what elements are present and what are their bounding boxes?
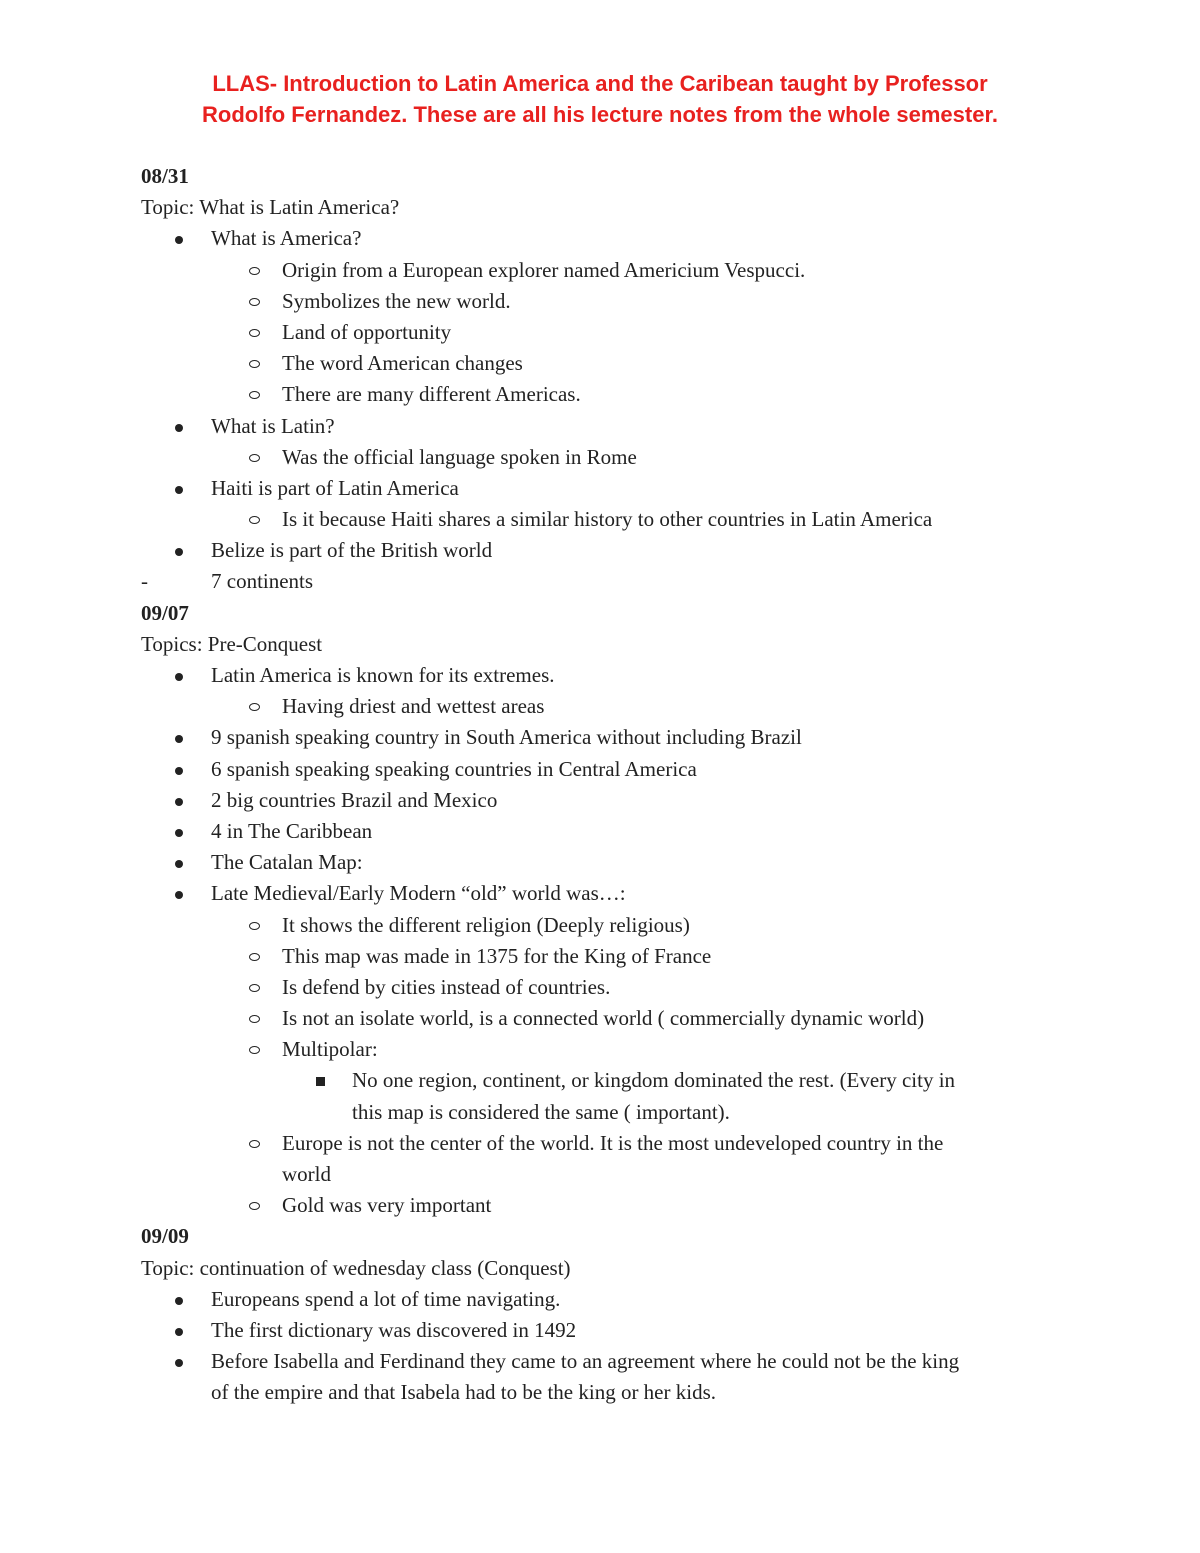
circle-bullet-icon (249, 360, 260, 368)
circle-bullet-icon (249, 267, 260, 275)
session-date: 09/09 (141, 1224, 189, 1249)
list-item-continuation: this map is considered the same ( important). (352, 1099, 730, 1124)
list-item: 4 in The Caribbean (141, 816, 1081, 847)
session-topic: Topics: Pre-Conquest (141, 631, 323, 656)
circle-bullet-icon (249, 329, 260, 337)
bullet-icon (175, 486, 183, 494)
dash-marker: - (141, 569, 148, 594)
bullet-icon (175, 1297, 183, 1305)
list-item: Multipolar: (141, 1034, 1081, 1065)
list-item: What is America? (141, 223, 1081, 254)
session-topic: Topic: continuation of wednesday class (Conquest) (141, 1255, 571, 1280)
list-item: No one region, continent, or kingdom dominated the rest. (Every city in (141, 1065, 1081, 1096)
bullet-icon (175, 236, 183, 244)
list-item: It shows the different religion (Deeply religious) (141, 910, 1081, 941)
list-item: Is not an isolate world, is a connected world ( commercially dynamic world) (141, 1003, 1081, 1034)
list-item: There are many different Americas. (141, 379, 1081, 410)
session-date: 08/31 (141, 164, 189, 188)
circle-bullet-icon (249, 1140, 260, 1148)
square-bullet-icon (316, 1077, 325, 1086)
session-date: 09/07 (141, 600, 189, 625)
list-item: The first dictionary was discovered in 1492 (141, 1315, 1081, 1346)
circle-bullet-icon (249, 516, 260, 524)
circle-bullet-icon (249, 391, 260, 399)
list-item: Gold was very important (141, 1190, 1081, 1221)
bullet-icon (175, 1328, 183, 1336)
list-item: 9 spanish speaking country in South America without including Brazil (141, 722, 1081, 753)
list-item: Is defend by cities instead of countries. (141, 972, 1081, 1003)
list-item: This map was made in 1375 for the King of France (141, 941, 1081, 972)
circle-bullet-icon (249, 984, 260, 992)
list-item: Europe is not the center of the world. It is the most undeveloped country in the (141, 1128, 1081, 1159)
list-item: Is it because Haiti shares a similar history to other countries in Latin America (141, 504, 1081, 535)
title-line-2: Rodolfo Fernandez. These are all his lecture notes from the whole semester. (202, 102, 998, 127)
list-item-continuation: world (282, 1162, 331, 1186)
circle-bullet-icon (249, 1046, 260, 1054)
list-item: The Catalan Map: (141, 847, 1081, 878)
bullet-icon (175, 673, 183, 681)
list-item: Haiti is part of Latin America (141, 473, 1081, 504)
list-item: Before Isabella and Ferdinand they came to an agreement where he could not be the king (141, 1346, 1081, 1377)
list-item: 2 big countries Brazil and Mexico (141, 785, 1081, 816)
list-item: Symbolizes the new world. (141, 286, 1081, 317)
bullet-icon (175, 735, 183, 743)
list-item: Europeans spend a lot of time navigating. (141, 1284, 1081, 1315)
list-item: Origin from a European explorer named Americium Vespucci. (141, 255, 1081, 286)
list-item: Late Medieval/Early Modern “old” world was…: (141, 878, 1081, 909)
circle-bullet-icon (249, 922, 260, 930)
bullet-icon (175, 1359, 183, 1367)
document-title (100, 68, 1100, 130)
session-topic: Topic: What is Latin America? (141, 195, 400, 220)
list-item: Land of opportunity (141, 317, 1081, 348)
list-item: The word American changes (141, 348, 1081, 379)
list-item: Belize is part of the British world (141, 535, 1081, 566)
circle-bullet-icon (249, 953, 260, 961)
circle-bullet-icon (249, 454, 260, 462)
list-item: What is Latin? (141, 411, 1081, 442)
bullet-icon (175, 860, 183, 868)
title-line-1: LLAS- Introduction to Latin America and the Caribean taught by Professor (212, 71, 988, 96)
bullet-icon (175, 798, 183, 806)
list-item: Was the official language spoken in Rome (141, 442, 1081, 473)
bullet-icon (175, 891, 183, 899)
circle-bullet-icon (249, 1202, 260, 1210)
circle-bullet-icon (249, 703, 260, 711)
bullet-icon (175, 829, 183, 837)
list-item-continuation: of the empire and that Isabela had to be the king or her kids. (211, 1380, 717, 1405)
circle-bullet-icon (249, 298, 260, 306)
lecture-notes (141, 161, 1081, 1409)
bullet-icon (175, 767, 183, 775)
bullet-icon (175, 424, 183, 432)
list-item: 6 spanish speaking speaking countries in Central America (141, 754, 1081, 785)
list-item: - 7 continents (141, 566, 1081, 597)
list-item: Latin America is known for its extremes. (141, 660, 1081, 691)
bullet-icon (175, 548, 183, 556)
list-item: Having driest and wettest areas (141, 691, 1081, 722)
circle-bullet-icon (249, 1015, 260, 1023)
